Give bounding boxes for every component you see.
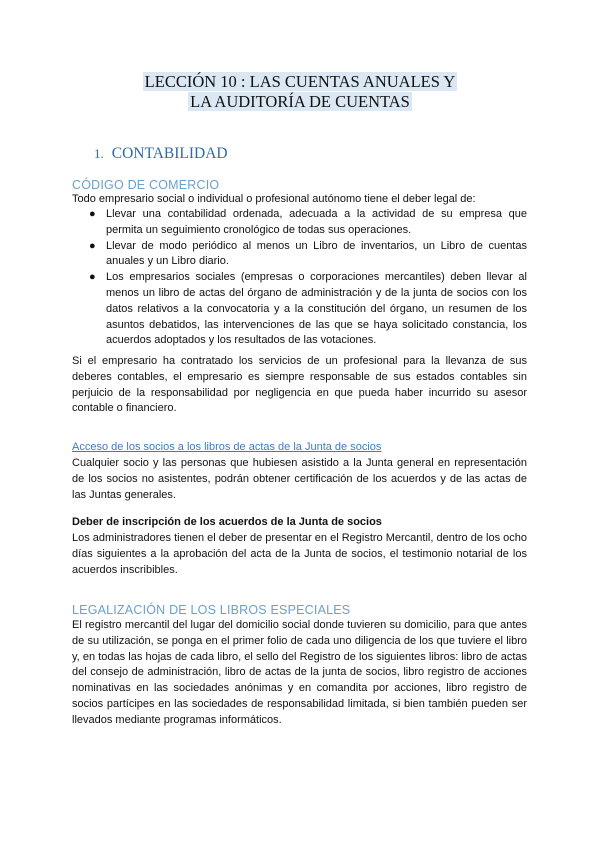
list-item bbox=[72, 270, 527, 349]
deber-text: Los administradores tienen el deber de presentar en el Registro Mercantil, dentro de los ocho días siguientes a la aprobación del acta de la Junta de socios, el testimonio notarial de los acuerdos inscribibles. bbox=[72, 532, 527, 576]
codigo-paragraph-2: Si el empresario ha contratado los servicios de un profesional para la llevanza de sus deberes contables, el empresario es siempre responsable de sus estados contables sin perjuicio de la responsabilidad por negligencia en que pueda haber incurrido su asesor contable o financiero. bbox=[72, 355, 527, 415]
bullet-text: Llevar de modo periódico al menos un Libro de inventarios, un Libro de cuentas anuales y un Libro diario. bbox=[106, 239, 527, 268]
bullet-icon: ● bbox=[89, 271, 96, 284]
bullet-icon: ● bbox=[89, 239, 96, 252]
section-heading-contabilidad bbox=[94, 145, 228, 163]
bullet-text: Los empresarios sociales (empresas o corporaciones mercantiles) deben llevar al menos un libro de actas del órgano de administración y de la junta de socios con los datos relativos a la convocatoria y a la constitución del órgano, un resumen de los asuntos debatidos, las intervenciones de las que se haya solicitado constancia, los acuerdos adoptados y los resultados de las votaciones. bbox=[106, 271, 527, 347]
codigo-intro: Todo empresario social o individual o profesional autónomo tiene el deber legal de: bbox=[72, 193, 476, 205]
bullet-icon: ● bbox=[89, 208, 96, 220]
heading-legalizacion: LEGALIZACIÓN DE LOS LIBROS ESPECIALES bbox=[72, 603, 351, 617]
link-acceso-socios[interactable]: Acceso de los socios a los libros de actas de la Junta de socios bbox=[72, 441, 382, 453]
lesson-title-line-1: LECCIÓN 10 : LAS CUENTAS ANUALES Y bbox=[144, 72, 456, 91]
acceso-text: Cualquier socio y las personas que hubiesen asistido a la Junta general en representación de los socios no asistentes, podrán obtener certificación de los acuerdos y de las actas de las Juntas generales. bbox=[72, 457, 527, 501]
section-label: CONTABILIDAD bbox=[111, 145, 228, 162]
heading-codigo-comercio: CÓDIGO DE COMERCIO bbox=[72, 178, 220, 192]
list-item bbox=[72, 239, 527, 271]
list-item bbox=[72, 207, 527, 239]
lesson-title-line-2: LA AUDITORÍA DE CUENTAS bbox=[190, 92, 410, 111]
legalizacion-text: El registro mercantil del lugar del domicilio social donde tuvieren su domicilio, para que antes de su utilización, se ponga en el primer folio de cada uno diligencia de los que tuviere el libro y, en todas las hojas de cada libro, el sello del Registro de los siguientes libros: libro de actas del consejo de administración, libro de actas de la junta de socios, libro registro de acciones nominativas en las sociedades anónimas y en comandita por acciones, libro registro de socios partícipes en las sociedades de responsabilidad limitada, si bien también pueden ser llevados mediante programas informáticos. bbox=[72, 619, 527, 726]
bullet-text: Llevar una contabilidad ordenada, adecuada a la actividad de su empresa que permita un seguimiento cronológico de todas sus operaciones. bbox=[106, 208, 527, 236]
lesson-title bbox=[0, 72, 600, 112]
section-number: 1. bbox=[94, 146, 104, 161]
heading-deber-inscripcion: Deber de inscripción de los acuerdos de la Junta de socios bbox=[72, 516, 382, 528]
codigo-bullet-list bbox=[72, 207, 527, 349]
